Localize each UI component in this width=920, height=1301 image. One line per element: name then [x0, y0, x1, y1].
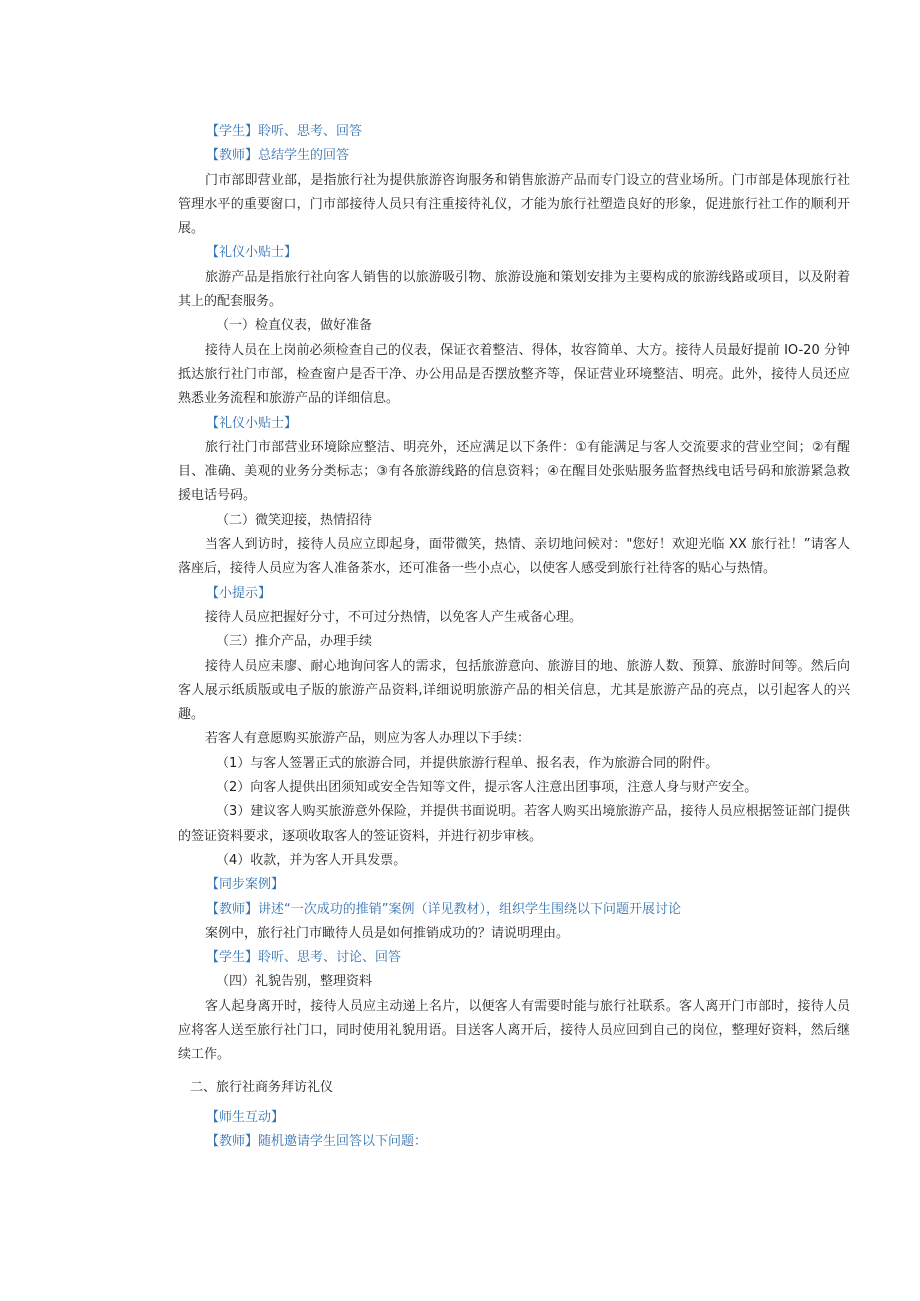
paragraph-farewell: 客人起身离开时，接待人员应主动递上名片，以便客人有需要时能与旅行社联系。客人离开门市部时，接待人员应将客人送至旅行社门口，同时使用礼貌用语。目送客人离开后，接待人员应回到自己的岗位，整理好资料，然后继续工作。	[178, 998, 850, 1063]
teacher-case-line: 【教师】讲述“一次成功的推销”案例（详见教材），组织学生围绕以下问题开展讨论	[206, 901, 681, 917]
paragraph-storefront-conditions: 旅行社门市部营业环境除应整洁、明亮外，还应满足以下条件：①有能满足与客人交流要求的营业空间；②有醒目、准确、美观的业务分类标志；③有各旅游线路的信息资料；④在醒目处张贴服务监督热线电话号码和旅游紧急救援电话号码。	[178, 439, 850, 504]
procedure-step-2: （2）向客人提供出团须知或安全告知等文件，提示客人注意出团事项，注意人身与财产安全。	[216, 780, 758, 796]
paragraph-check-appearance: 接待人员在上岗前必须检查自己的仪表，保证衣着整洁、得体，妆容简单、大方。接待人员最好提前 IO-20 分钟抵达旅行社门市部，检查窗户是否干净、办公用品是否摆放整齐等，保证营业环境整洁、明亮。此外，接待人员还应熟悉业务流程和旅游产品的详细信息。	[178, 342, 850, 407]
paragraph-storefront-definition: 门市部即营业部，是指旅行社为提供旅游咨询服务和销售旅游产品而专门设立的营业场所。门市部是体现旅行社管理水平的重要窗口，门市部接待人员只有注重接待礼仪，才能为旅行社塑造良好的形象，促进旅行社工作的顺利开展。	[178, 172, 850, 237]
student-role-line: 【学生】聆听、思考、回答	[206, 124, 363, 139]
procedure-step-3: （3）建议客人购买旅游意外保险，并提供书面说明。若客人购买出境旅游产品，接待人员应根据签证部门提供的签证资料要求，逐项收取客人的签证资料，并进行初步审核。	[178, 804, 850, 844]
small-tip-label: 【小提示】	[206, 585, 272, 601]
document-page	[0, 120, 920, 1154]
interaction-label: 【师生互动】	[206, 1109, 285, 1125]
case-question: 案例中，旅行社门市瞰待人员是如何推销成功的？请说明理由。	[205, 925, 570, 941]
teacher-question-line: 【教师】随机邀请学生回答以下问题：	[206, 1134, 428, 1150]
paragraph-procedures-intro: 若客人有意愿购买旅游产品，则应为客人办理以下手续：	[205, 731, 531, 747]
paragraph-travel-product-definition: 旅游产品是指旅行社向客人销售的以旅游吸引物、旅游设施和策划安排为主要构成的旅游线路或项目，以及附着其上的配套服务。	[178, 269, 850, 310]
procedure-step-4: （4）收款，并为客人开具发票。	[216, 852, 407, 868]
subheading-farewell: （四）礼貌告别，整理资料	[216, 974, 373, 990]
paragraph-small-tip: 接待人员应把握好分寸，不可过分热情，以免客人产生戒备心理。	[205, 609, 583, 625]
paragraph-recommend-products: 接待人员应耒廖、耐心地询问客人的需求，包括旅游意向、旅游目的地、旅游人数、预算、旅游时间等。然后向客人展示纸质版或电子版的旅游产品资料,详细说明旅游产品的相关信息，尤其是旅游产品的亮点，以引起客人的兴趣。	[178, 658, 850, 723]
subheading-smile-welcome: （二）微笑迎接，热情招待	[216, 512, 373, 528]
student-discussion-line: 【学生】聆听、思考、讨论、回答	[206, 950, 402, 966]
etiquette-tip-label-2: 【礼仪小贴士】	[206, 415, 298, 431]
procedure-step-1: （1）与客人签署正式的旅游合同，并提供旅游行程单、报名表，作为旅游合同的附件。	[216, 755, 719, 771]
etiquette-tip-label: 【礼仪小贴士】	[206, 245, 298, 261]
subheading-recommend-products: （三）推介产品，办理手续	[216, 634, 373, 650]
teacher-role-line: 【教师】总结学生的回答	[206, 148, 350, 164]
paragraph-smile-welcome: 当客人到访时，接待人员应立即起身，面带微笑，热情、亲切地问候对："您好！欢迎光临 XX 旅行社！”请客人落座后，接待人员应为客人准备茶水，还可准备一些小点心，以使客人感受到旅行社待客的贴心与热情。	[178, 537, 850, 577]
subheading-check-appearance: （一）检直仪表，做好准备	[216, 318, 373, 334]
case-study-label: 【同步案例】	[206, 877, 285, 893]
section-heading-business-visit: 二、旅行社商务拜访礼仪	[190, 1079, 334, 1095]
